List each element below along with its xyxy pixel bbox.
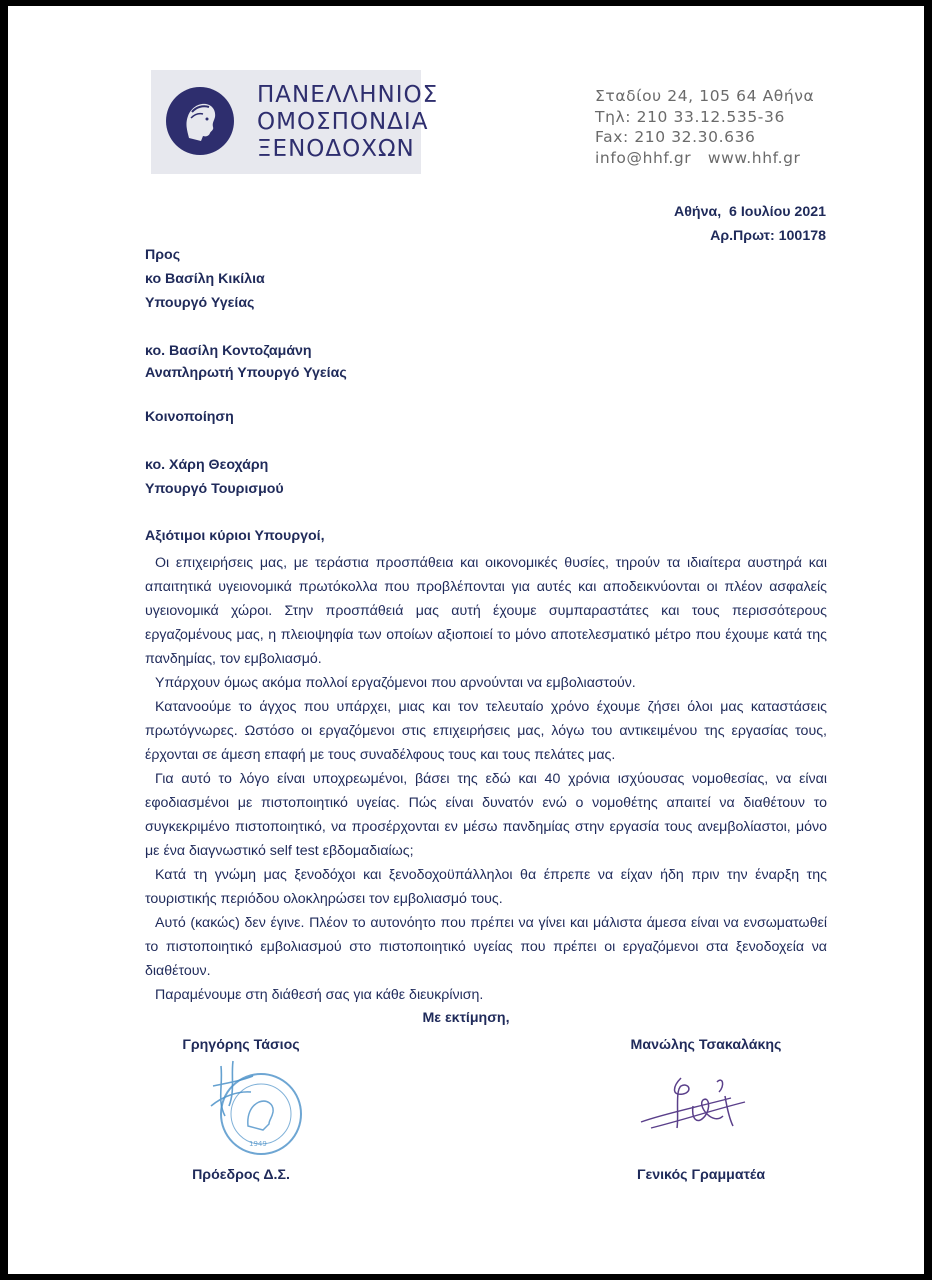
recipient-2-title: Αναπληρωτή Υπουργό Υγείας [145, 365, 347, 381]
body-paragraph: Οι επιχειρήσεις μας, με τεράστια προσπάθεια και οικονομικές θυσίες, τηρούν τα ιδιαίτερα αυστηρά και απαιτητικά υγειονομικά πρωτόκολλα που προβλέπονται για αυτές και αποδεικνύονται οι πλέον ασφαλείς υγειονομικά χώροι. Στην προσπάθειά μας αυτή έχουμε συμπαραστάτες και τους περισσότερους εργαζομένους μας, η πλειοψηφία των οποίων αξιοποιεί το μόνο αποτελεσματικό μέτρο που έχουμε κατά της πανδημίας, τον εμβολιασμό. [145, 555, 827, 667]
contact-block [595, 86, 835, 168]
org-name-line-2: ΟΜΟΣΠΟΝΔΙΑ [257, 109, 429, 135]
fax: Fax: 210 32.30.636 [595, 128, 756, 146]
body-paragraph: Αυτό (κακώς) δεν έγινε. Πλέον το αυτονόητο που πρέπει να γίνει και μάλιστα άμεσα είναι να ενσωματωθεί το πιστοποιητικό εμβολιασμού στο πιστοποιητικό υγείας που πρέπει οι εργαζόμενοι στα ξενοδοχεία να διαθέτουν. [145, 915, 827, 979]
recipient-3-name: κο. Χάρη Θεοχάρη [145, 457, 269, 473]
body-paragraph: Υπάρχουν όμως ακόμα πολλοί εργαζόμενοι που αρνούνται να εμβολιαστούν. [155, 675, 636, 691]
left-signatory-name: Γρηγόρης Τάσιος [182, 1037, 300, 1053]
salutation: Αξιότιμοι κύριοι Υπουργοί, [145, 528, 325, 544]
closing: Με εκτίμηση, [422, 1010, 510, 1026]
official-stamp [203, 1056, 313, 1166]
body-paragraph: Κατανοούμε το άγχος που υπάρχει, μιας και τον τελευταίο χρόνο έχουμε ζήσει όλοι μας καταστάσεις πρωτόγνωρες. Ωστόσο οι εργαζόμενοι στις επιχειρήσεις μας, λόγω του αντικειμένου της εργασίας τους, έρχονται σε άμεση επαφή με τους συναδέλφους τους και τους πελάτες μας. [145, 699, 827, 763]
phone: Τηλ: 210 33.12.535-36 [595, 107, 785, 126]
letter-body [145, 551, 827, 1007]
cc-label: Κοινοποίηση [145, 409, 234, 425]
body-paragraph: Για αυτό το λόγο είναι υποχρεωμένοι, βάσει της εδώ και 40 χρόνια ισχύουσας νομοθεσίας, να είναι εφοδιασμένοι με πιστοποιητικό υγείας. Πώς είναι δυνατόν ενώ ο νομοθέτης απαιτεί να διαθέτουν το συγκεκριμένο πιστοποιητικό, να προσέρχονται εν μέσω πανδημίας στην εργασία τους ανεμβολίαστοι, μόνο με ένα διαγνωστικό self test εβδομαδιαίως; [145, 771, 827, 859]
letter-page [8, 6, 924, 1274]
date-block [674, 200, 826, 248]
svg-text:1949: 1949 [249, 1140, 267, 1148]
recipient-2-name: κο. Βασίλη Κοντοζαμάνη [145, 343, 312, 359]
right-signatory-name: Μανώλης Τσακαλάκης [630, 1037, 782, 1053]
to-label: Προς [145, 247, 181, 263]
org-name-line-3: ΞΕΝΟΔΟΧΩΝ [257, 136, 415, 162]
recipient-3-title: Υπουργό Τουρισμού [145, 481, 284, 497]
email-website: info@hhf.gr www.hhf.gr [595, 148, 801, 167]
left-signatory-title: Πρόεδρος Δ.Σ. [192, 1167, 290, 1183]
handwritten-signature [633, 1066, 763, 1146]
reference-number: Αρ.Πρωτ: 100178 [710, 228, 826, 244]
recipient-1-title: Υπουργό Υγείας [145, 295, 255, 311]
letterhead-logo [151, 70, 439, 174]
right-signatory-title: Γενικός Γραμματέα [636, 1167, 766, 1183]
body-paragraph: Παραμένουμε στη διάθεσή σας για κάθε διευκρίνιση. [155, 987, 484, 1003]
emblem-head-icon [165, 86, 235, 156]
organization-name [257, 82, 438, 163]
address: Σταδίου 24, 105 64 Αθήνα [595, 87, 815, 105]
body-paragraph: Κατά τη γνώμη μας ξενοδόχοι και ξενοδοχοϋπάλληλοι θα έπρεπε να είχαν ήδη πριν την έναρξη της τουριστικής περιόδου ολοκληρώσει τον εμβολιασμό τους. [145, 867, 827, 907]
org-name-line-1: ΠΑΝΕΛΛΗΝΙΟΣ [257, 82, 439, 108]
letter-date: Αθήνα, 6 Ιουλίου 2021 [674, 204, 826, 220]
recipient-1-name: κο Βασίλη Κικίλια [145, 271, 265, 287]
